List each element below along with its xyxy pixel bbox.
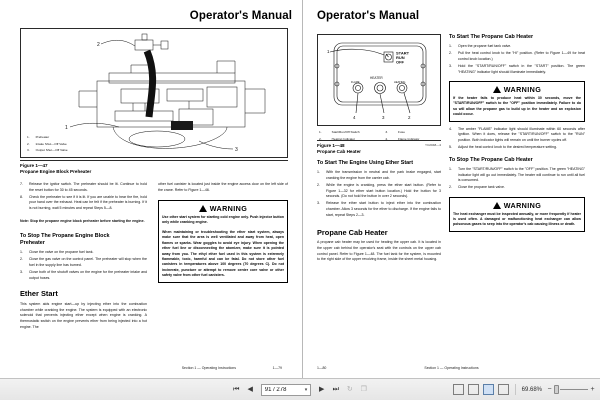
previous-page-button[interactable]: ◀ (247, 386, 253, 393)
figure-cab-heater-panel (317, 34, 441, 126)
steps-continued-list (20, 182, 147, 212)
start-cab-heater-steps-continued (449, 127, 585, 151)
left-page-column-1 (20, 182, 147, 331)
list-item: The amber "FLAME" indicator light should illuminate within 60 seconds after ignition. When it does, release the "START/RUN/OFF" switch to the "RUN" position. Both indicator lights will remain on until the burner cycles off. (458, 126, 585, 142)
svg-text:HEATER: HEATER (370, 76, 383, 80)
footer-section-right: Section 1 — Operating Instructions (424, 366, 479, 370)
figure-callout-list-left (25, 133, 74, 155)
warning-label: WARNING (209, 203, 248, 213)
svg-text:4: 4 (353, 115, 356, 120)
svg-text:1: 1 (327, 49, 330, 54)
next-page-button[interactable]: ▶ (319, 386, 325, 393)
pdf-page-right[interactable] (303, 0, 600, 378)
warning-label: WARNING (503, 200, 542, 210)
svg-text:OFF: OFF (396, 59, 404, 65)
zoom-level-label: 69.68% (521, 386, 542, 393)
list-item: Turn the "START/RUN/OFF" switch to the "OFF" position. The green "HEATING" indicator light will go out immediately. The heater will continue to run until all fuel is consumed. (458, 166, 585, 183)
toolbar-divider (515, 384, 516, 395)
svg-text:2: 2 (97, 42, 100, 48)
warning-triangle-icon (493, 202, 501, 209)
figure-title-right: Propane Cab Heater (317, 149, 361, 155)
zoom-slider-knob[interactable] (554, 385, 559, 394)
figure-code-right: YC2048—4 (425, 142, 441, 147)
list-item: Check the preheater to see if it is lit. If you are unable to hear the fire, hold your hand over the exhaust. Heat can be felt if the preheater is burning. If it is not burning, wait 5 minutes and repeat Steps 5—8. (29, 194, 147, 211)
list-item: Close the propane tank valve. (458, 185, 505, 190)
engine-start-steps (317, 170, 441, 218)
svg-text:1: 1 (65, 125, 68, 131)
page-title-right: Operator's Manual (317, 10, 420, 22)
two-page-spread-view-icon[interactable] (483, 384, 494, 395)
pdf-page-left[interactable] (0, 0, 303, 378)
callout-item: 3. Output Shut—Off Valve (27, 148, 68, 153)
svg-text:2: 2 (408, 115, 411, 120)
toolbar-view-group (453, 384, 596, 396)
svg-text:3: 3 (235, 147, 238, 153)
list-item: Adjust the heat control knob to the desired temperature setting. (458, 144, 557, 149)
page-number-field-wrap[interactable] (261, 384, 312, 396)
last-page-button[interactable]: ⏭ (332, 386, 339, 393)
ether-intro-continued: other fuel canister is located just inside the engine access door on the left side of the crane. Refer to Figure 1—46. (158, 182, 288, 192)
svg-text:HEATING: HEATING (394, 81, 406, 84)
right-page-column-1 (317, 160, 441, 263)
list-item: Hold the "START/RUN/OFF" switch in the "START" position. The green "HEATING" indicator light should illuminate immediately. (458, 63, 585, 74)
list-item: Close the gas valve on the control panel. The preheater will stop when the fuel in the supply line has burned. (29, 257, 147, 267)
propane-cab-heater-heading: Propane Cab Heater (317, 227, 388, 237)
warning-header (162, 204, 284, 213)
engine-start-heading: To Start The Engine Using Ether Start (317, 160, 414, 166)
callout-item: 1. Start/Run/Off Switch 3. Fuse (319, 130, 405, 134)
left-page-column-2 (158, 182, 288, 283)
warning-header (453, 201, 581, 210)
rotate-icon[interactable]: ↻ (346, 386, 353, 393)
warning-text: The heat exchanger must be inspected annually, or more frequently if heater is used often. A damaged or malfunctioning heat exchanger can allow poisonous gases to seep into the operator's cab causing illness or death. (453, 211, 581, 227)
viewer-toolbar (0, 378, 600, 400)
right-page-column-2 (449, 34, 585, 232)
list-item: Close both of the shutoff valves on the engine for the preheater intake and output hoses. (29, 269, 147, 280)
list-item: With the transmission in neutral and the park brake engaged, start cranking the engine from the carrier cab. (326, 170, 441, 181)
warning-box-heat-exchanger (449, 197, 585, 232)
svg-text:FLAME: FLAME (351, 81, 360, 84)
warning-label: WARNING (503, 84, 542, 94)
svg-text:3: 3 (382, 115, 385, 120)
ether-start-heading: Ether Start (20, 289, 58, 299)
zoom-out-button[interactable]: − (547, 386, 552, 393)
warning-text-1: Use other start system for starting cold engine only. Push injector button only while cranking engine. (162, 214, 284, 225)
single-page-view-icon[interactable] (453, 384, 464, 395)
zoom-slider-track[interactable] (560, 389, 588, 390)
warning-box-heater-failure (449, 81, 585, 121)
zoom-slider[interactable] (546, 384, 596, 396)
start-cab-heater-steps (449, 44, 585, 75)
stop-preheater-heading-line1: To Stop The Propane Engine Block (20, 232, 110, 239)
warning-triangle-icon (199, 205, 207, 212)
warning-triangle-icon (493, 86, 501, 93)
list-item: Release the ignitor switch. The preheater should be lit. Continue to hold the reset button for 30 to 45 seconds. (29, 182, 147, 192)
select-tool-icon[interactable]: ❐ (360, 386, 367, 393)
callout-item: 2. Intake Shut—Off Valve (27, 141, 67, 146)
warning-box-ether (158, 200, 288, 282)
ether-start-body: This system aids engine start—up by injecting ether into the combustion chamber while cranking the engine. The system is equipped with an electronic solenoid that prevents injecting ether except when engine is cranking. A thermostatic switch on the engine prevents ether from being injected into a hot engine. The (20, 301, 147, 329)
first-page-button[interactable]: ⏮ (233, 386, 240, 393)
figure-caption-block-left (20, 160, 288, 176)
figure-number-right: Figure 1—48 (317, 142, 345, 148)
list-item: Release the ether start button to inject ether into the combustion chamber. Allow 3 seconds for the ether to discharge. If the engine fails to start, repeat Steps 2—3. (326, 201, 441, 217)
zoom-in-button[interactable]: + (590, 386, 595, 393)
list-item: While the engine is cranking, press the ether start button. (Refer to Figure 1—32 for ether start button location.) Hold the button for 3 seconds. (Do not hold the button in over 2 seconds). (326, 182, 441, 199)
list-item: Close the valve on the propane fuel tank. (29, 250, 94, 255)
warning-text-2: When maintaining or troubleshooting the ether start system, always make sure that the area is well ventilated and away from heat, open flames or sparks. Wear goggles to avoid eye injury. When opening the ether fuel line or disconnecting the atomizer, make sure it is pointed away from you. The ethyl ether fuel used in this system is extremely flammable, toxic, harmful and can be fatal. Do not store other fuel canisters in temperatures above 100 degrees (70 degrees C). Do not incinerate, puncture or attempt to remove center core valve or other safety valve from other fuel canisters. (162, 229, 284, 278)
chevron-down-icon[interactable]: ▾ (304, 386, 308, 393)
list-item: Pull the heat control knob to the "HI" position. (Refer to Figure 1—49 for heat control knob location.) (458, 51, 585, 61)
page-footer-right (303, 366, 600, 370)
footer-section-left: Section 1 — Operating Instructions (181, 366, 236, 370)
list-item: Open the propane fuel tank valve. (458, 44, 512, 49)
svg-text:RUN: RUN (396, 55, 405, 60)
warning-header (453, 85, 581, 94)
footer-pagenum-right: 1—80 (317, 366, 327, 370)
stop-cab-heater-heading: To Stop The Propane Cab Heater (449, 156, 533, 163)
callout-item: 2. Heating Indicator 4. Flame Indicator (319, 136, 420, 141)
figure-caption-block-right (317, 140, 441, 156)
figure-title-left: Propane Engine Block Preheater (20, 169, 92, 175)
figure-engine-preheater (20, 28, 288, 158)
page-title-left: Operator's Manual (189, 10, 292, 22)
propane-cab-heater-body: A propane cab heater may be used for heating the upper cab. It is located in the upper cab behind the operator's seat with the controls on the upper cab control panel. Refer to Figure 1—48. The fuel tank for the system, is mounted to the right side of the upper revolving frame, inside the sheet metal housing. (317, 240, 441, 262)
start-cab-heater-heading: To Start The Propane Cab Heater (449, 34, 534, 40)
footer-pagenum-left: 1—79 (272, 366, 282, 370)
continuous-scroll-view-icon[interactable] (468, 384, 479, 395)
stop-cab-heater-steps (449, 167, 585, 191)
svg-text:START: START (396, 50, 410, 56)
warning-text: If the heater fails to produce heat within 30 seconds, move the "START/RUN/OFF" switch to the "OFF" position immediately. Failure to do so will allow the propane gas to build up in the heater and an explosion could occur. (453, 95, 581, 117)
control-panel-drawing (318, 35, 442, 127)
stop-preheater-heading-line2: Preheater (20, 239, 45, 246)
stop-preheater-steps (20, 250, 147, 281)
callout-item: 1. Preheater (27, 135, 50, 140)
page-number-input[interactable] (265, 387, 305, 393)
figure-number-left: Figure 1—47 (20, 162, 48, 168)
note-text: Note: Stop the propane engine block preheater before starting the engine. (20, 218, 145, 223)
page-footer-left (0, 366, 302, 370)
fit-width-view-icon[interactable] (498, 384, 509, 395)
